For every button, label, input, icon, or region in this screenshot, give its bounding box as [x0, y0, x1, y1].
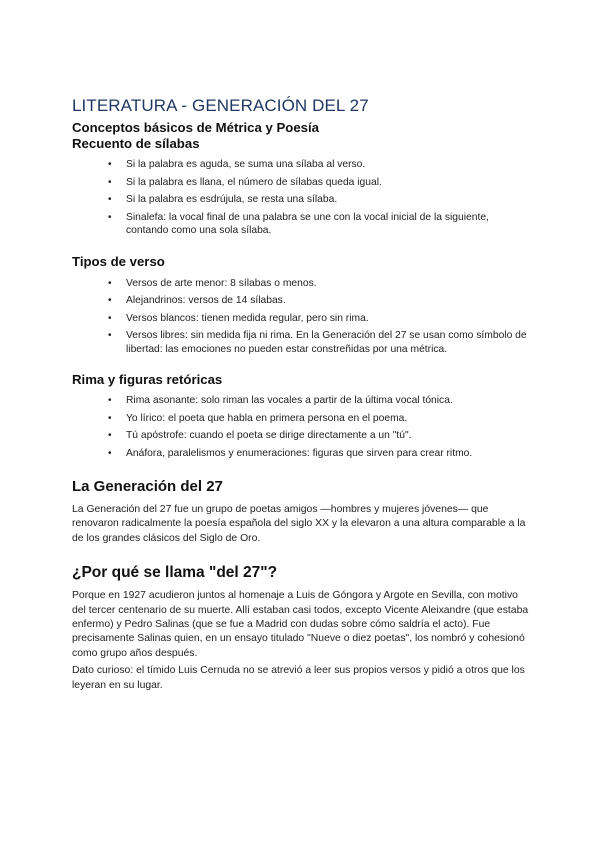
paragraph-porque-2: Dato curioso: el tímido Luis Cernuda no se atrevió a leer sus propios versos y pidió a otros que los leyeran en su lugar.: [72, 665, 525, 691]
list-item: [72, 429, 532, 443]
list-item-text: Yo lírico: el poeta que habla en primera persona en el poema.: [126, 412, 408, 424]
list-item-text: Versos blancos: tienen medida regular, pero sin rima.: [126, 312, 369, 324]
list-item: [72, 211, 532, 238]
bullet-icon: •: [108, 395, 112, 406]
bullet-icon: •: [108, 211, 112, 223]
section-heading-generacion: La Generación del 27: [72, 478, 223, 495]
paragraph-porque-1: Porque en 1927 acudieron juntos al homenaje a Luis de Góngora y Argote en Sevilla, con motivo del tercer centenario de su muerte. Allí estaban casi todos, excepto Vicente Aleixandre (que estaba enfermo) y Pedro Salinas (que se fue a Madrid con dudas sobre cómo saldría el acto). Fue precisamente Salinas quien, en un ensayo titulado "Nueve o diez poetas", los nombró y cohesionó como grupo años después.: [72, 590, 529, 659]
paragraph-generacion: La Generación del 27 fue un grupo de poetas amigos —hombres y mujeres jóvenes— que renovaron radicalmente la poesía española del siglo XX y la elevaron a una altura comparable a la de los grandes clásicos del Siglo de Oro.: [72, 504, 526, 544]
list-item: [72, 193, 532, 207]
section-heading-recuento: Recuento de sílabas: [72, 136, 200, 151]
list-item-text: Anáfora, paralelismos y enumeraciones: figuras que sirven para crear ritmo.: [126, 447, 473, 459]
list-item: [72, 158, 532, 172]
section-heading-porque: ¿Por qué se llama "del 27"?: [72, 564, 278, 582]
bullet-icon: •: [108, 295, 112, 306]
list-item-text: Rima asonante: solo riman las vocales a partir de la última vocal tónica.: [126, 395, 453, 406]
bullet-list-tipos: [72, 277, 532, 357]
document-page: [72, 96, 532, 693]
list-item: [72, 312, 532, 326]
bullet-list-recuento: [72, 158, 532, 238]
list-item: [72, 176, 532, 190]
bullet-icon: •: [108, 277, 112, 289]
list-item-text: Alejandrinos: versos de 14 sílabas.: [126, 295, 286, 306]
section-recuento: [72, 136, 532, 238]
list-item: [72, 412, 532, 426]
section-heading-rima: Rima y figuras retóricas: [72, 372, 223, 387]
list-item: [72, 294, 532, 308]
section-tipos: [72, 254, 532, 357]
list-item: [72, 329, 532, 356]
list-item: [72, 277, 532, 291]
section-porque: [72, 564, 532, 693]
list-item-text: Versos libres: sin medida fija ni rima. En la Generación del 27 se usan como símbolo de libertad: las emociones no pueden estar constreñidas por una métrica.: [126, 330, 527, 355]
list-item-text: Versos de arte menor: 8 sílabas o menos.: [126, 277, 317, 289]
list-item-text: Si la palabra es llana, el número de sílabas queda igual.: [126, 176, 382, 188]
list-item-text: Tú apóstrofe: cuando el poeta se dirige directamente a un "tú".: [126, 430, 412, 441]
list-item-text: Si la palabra es aguda, se suma una sílaba al verso.: [126, 159, 366, 170]
bullet-list-rima: [72, 394, 532, 460]
list-item: [72, 394, 532, 408]
bullet-icon: •: [108, 159, 112, 170]
section-generacion: [72, 478, 532, 546]
list-item: [72, 447, 532, 461]
bullet-icon: •: [108, 176, 112, 188]
section-rima: [72, 372, 532, 460]
section-heading-tipos: Tipos de verso: [72, 253, 165, 269]
bullet-icon: •: [108, 447, 112, 459]
bullet-icon: •: [108, 330, 112, 341]
bullet-icon: •: [108, 430, 112, 441]
page-title: LITERATURA - GENERACIÓN DEL 27: [72, 96, 369, 115]
subtitle: Conceptos básicos de Métrica y Poesía: [72, 120, 319, 135]
bullet-icon: •: [108, 312, 112, 324]
list-item-text: Sinalefa: la vocal final de una palabra se une con la vocal inicial de la siguiente, contando como una sola sílaba.: [126, 211, 489, 236]
list-item-text: Si la palabra es esdrújula, se resta una sílaba.: [126, 194, 338, 205]
bullet-icon: •: [108, 412, 112, 424]
bullet-icon: •: [108, 194, 112, 205]
